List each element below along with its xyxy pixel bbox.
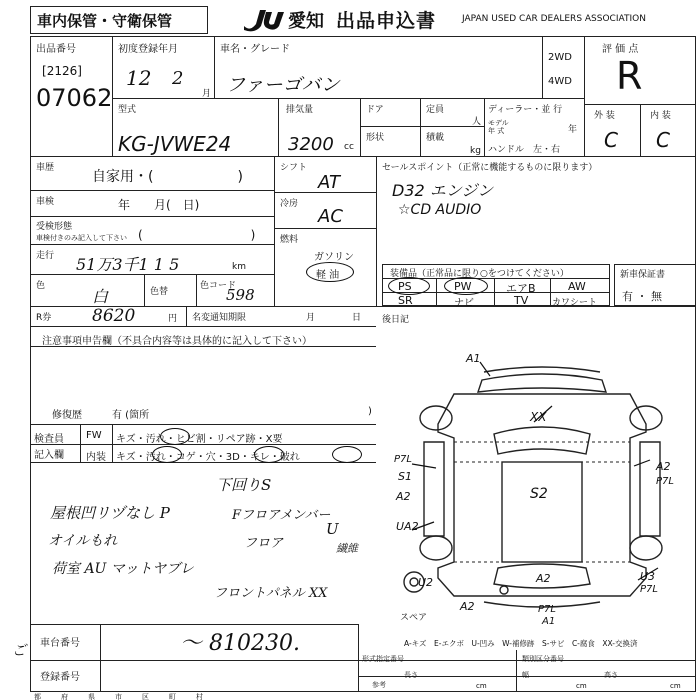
- int-stain-circle: [152, 446, 182, 463]
- door-label: ドア: [366, 105, 384, 115]
- type-number-label: 類別区分番号: [522, 655, 564, 663]
- cooler-label: 冷房: [280, 199, 299, 209]
- notice-month: 月: [306, 313, 316, 323]
- color-code-value: 598: [226, 286, 255, 304]
- color-code-label: 色コード: [200, 281, 237, 291]
- repair-label: 修復歴: [52, 410, 82, 421]
- equip-sr: SR: [398, 294, 413, 307]
- lot-label: 出品番号: [36, 44, 76, 55]
- diagram-roof-panel: [502, 462, 582, 562]
- fuel-diesel-circle: [306, 262, 354, 282]
- note-cargo: 荷室 AU マットヤブレ: [52, 561, 194, 577]
- fuel-gasoline: ガソリン: [314, 252, 354, 263]
- model-value: KG-JVWE24: [118, 132, 232, 156]
- notes-title: 注意事項申告欄（不具合内容等は具体的に記入して下さい）: [42, 336, 312, 347]
- load-label: 積載: [426, 133, 445, 143]
- notice-day: 日: [352, 313, 362, 323]
- equip-ps-circle: [388, 277, 430, 295]
- r-ticket-value: 8620: [92, 306, 136, 326]
- diagram-right-side: [640, 442, 660, 536]
- note-fiber: 繊維: [336, 542, 358, 555]
- mark-a2-bottom: A2: [460, 600, 475, 613]
- width-label: 幅: [522, 671, 529, 679]
- storage-note: 車内保管・守衛保管: [37, 12, 173, 30]
- int-tear-circle: [332, 446, 362, 463]
- diagram-front-bumper: [484, 367, 600, 372]
- handle-label: ハンドル 左・右: [488, 145, 561, 155]
- inspector-label2: 記入欄: [34, 450, 64, 461]
- chassis-label: 車台番号: [40, 638, 80, 649]
- color-change-label: 色替: [150, 287, 169, 297]
- accept-paren: ( ): [138, 228, 256, 242]
- equip-aw: AW: [568, 280, 586, 293]
- diagram-wheel-fl: [420, 406, 452, 430]
- accept-sub: 車検付きのみ記入して下さい: [36, 234, 127, 242]
- form-title: 出品申込書: [336, 10, 437, 32]
- car-name-label: 車名・グレード: [220, 44, 290, 55]
- exterior-grade: C: [604, 128, 618, 152]
- equip-tv: TV: [514, 294, 529, 307]
- mark-u3: U3: [640, 570, 656, 583]
- car-history-label: 車歴: [36, 163, 55, 173]
- mark-a2-left: A2: [396, 490, 411, 503]
- int-3d-circle: [254, 446, 284, 463]
- cooler-value: AC: [318, 206, 343, 227]
- warranty-title: 新車保証書: [620, 270, 666, 280]
- equipment-title: 装備品（正常品に限り○をつけてください）: [390, 269, 569, 279]
- registration-label: 登録番号: [40, 672, 80, 683]
- fuel-label: 燃料: [280, 235, 299, 245]
- car-name-value: ファーゴバン: [226, 74, 340, 96]
- equip-seat: カワシート: [552, 298, 598, 308]
- inspection-value: 年 月( 日): [118, 198, 200, 212]
- length-cm: cm: [476, 682, 487, 690]
- note-front-member: Fフロアメンバー: [232, 508, 331, 523]
- color-label: 色: [36, 281, 46, 291]
- diagram-wheel-rr: [630, 536, 662, 560]
- lot-small: [2126]: [42, 64, 82, 78]
- diagram-roof-top: [478, 374, 606, 392]
- dealer-label: ディーラー・並 行: [488, 105, 563, 115]
- footer-label: 都: [34, 693, 41, 700]
- ju-logo: [240, 6, 288, 32]
- sales-point-line1: D32 エンジン: [392, 181, 493, 200]
- damage-legend: A-キズ E-エクボ U-凹み W-補修跡 S-サビ C-腐食 XX-交換済: [404, 639, 638, 648]
- inspector-label1: 検査員: [34, 434, 64, 445]
- r-ticket-unit: 円: [168, 314, 178, 324]
- repair-close: ): [368, 406, 372, 417]
- fw-items: キズ・汚れ・ヒビ割・リペア跡・X要: [116, 434, 283, 445]
- storage-note-box: [30, 6, 208, 34]
- fuel-diesel: 軽 油: [316, 270, 340, 281]
- height-cm: cm: [670, 682, 681, 690]
- spare-label: スペア: [400, 613, 428, 623]
- side-mark: ご: [12, 643, 26, 659]
- interior-inspect-items: キズ・汚れ・コゲ・穴・3D・キレ・破れ: [116, 452, 300, 463]
- mark-a1-top: A1: [466, 352, 481, 365]
- grade-score: R: [616, 54, 643, 98]
- chassis-value: 〜 810230.: [180, 631, 300, 656]
- shift-label: シフト: [280, 163, 308, 173]
- sales-point-line2: ☆CD AUDIO: [398, 202, 482, 218]
- inspection-label: 車検: [36, 197, 55, 207]
- mileage-label: 走行: [36, 251, 55, 261]
- load-unit: kg: [470, 146, 481, 156]
- grade-title: 評 価 点: [602, 44, 639, 55]
- month-unit: 月: [202, 89, 212, 99]
- diagram-windshield: [494, 427, 590, 454]
- equip-airbag: エアB: [506, 282, 536, 295]
- mark-s2: S2: [530, 486, 548, 502]
- height-label: 高さ: [604, 671, 618, 679]
- shift-value: AT: [318, 172, 340, 193]
- mileage-unit: km: [232, 262, 246, 272]
- mark-a1-rear: A1: [542, 616, 556, 627]
- fw-stain-circle: [160, 428, 190, 445]
- mark-p7l-left: P7L: [394, 454, 412, 465]
- diagram-wheel-rl: [420, 536, 452, 560]
- capacity-unit: 人: [472, 117, 482, 127]
- note-front-panel: フロントパネル XX: [214, 586, 328, 601]
- displacement-label: 排気量: [286, 105, 314, 115]
- equip-pw-circle: [444, 277, 488, 295]
- mark-ua2: UA2: [396, 520, 419, 533]
- footer-labels: [34, 692, 354, 700]
- width-cm: cm: [576, 682, 587, 690]
- footer-label: 府: [61, 693, 68, 700]
- back-note-label: 後日記: [382, 315, 410, 325]
- note-underbody: 下回りS: [216, 476, 272, 494]
- fw-label: FW: [86, 430, 102, 441]
- note-roof: 屋根凹リヅなし P: [50, 504, 170, 522]
- r-ticket-label: R券: [36, 313, 52, 323]
- equip-navi: ナビ: [454, 298, 474, 309]
- mark-xx: XX: [530, 410, 547, 424]
- interior-label: 内 装: [650, 111, 671, 121]
- car-history-value: 自家用・( ): [92, 169, 243, 185]
- lot-number: 07062: [36, 84, 113, 112]
- footer-label: 町: [169, 693, 176, 700]
- notice-label: 名変通知期限: [192, 313, 247, 323]
- equip-ps: PS: [398, 280, 412, 293]
- length-label: 長さ: [404, 671, 418, 679]
- mark-a2-rear: A2: [536, 572, 551, 585]
- repair-value: 有 (箇所: [112, 410, 150, 421]
- footer-label: 村: [196, 693, 203, 700]
- mark-u2: U2: [418, 576, 434, 589]
- note-u: U: [326, 520, 339, 538]
- footer-label: 市: [115, 693, 122, 700]
- year-unit: 年: [568, 125, 578, 135]
- drive-4wd: 4WD: [548, 76, 572, 87]
- footer-label: 区: [142, 693, 149, 700]
- diagram-left-side: [424, 442, 444, 536]
- mileage-value: 51万3千1 1 5: [76, 255, 180, 274]
- reference-left: 参考: [372, 681, 386, 689]
- color-value: 白: [92, 287, 109, 306]
- drive-2wd: 2WD: [548, 52, 572, 63]
- model-year-label: モデル: [488, 119, 509, 127]
- association-name: 愛知: [288, 11, 324, 32]
- mark-p7l-right: P7L: [656, 476, 674, 487]
- displacement-unit: cc: [344, 142, 354, 152]
- mark-p7l-rear: P7L: [538, 604, 556, 615]
- model-year-sub: 年 式: [488, 127, 505, 135]
- note-oil-leak: オイルもれ: [48, 533, 118, 549]
- capacity-label: 定員: [426, 105, 445, 115]
- warranty-value: 有 ・ 無: [622, 290, 662, 303]
- interior-inspect-label: 内装: [86, 452, 106, 463]
- mark-a2-right: A2: [656, 460, 671, 473]
- first-reg-label: 初度登録年月: [118, 44, 178, 55]
- model-label: 型式: [118, 105, 137, 115]
- association-en: JAPAN USED CAR DEALERS ASSOCIATION: [462, 14, 646, 24]
- mark-s1: S1: [398, 470, 412, 483]
- note-floor: フロア: [244, 536, 284, 551]
- first-reg-month: 2: [172, 68, 184, 89]
- accept-label: 受検形態: [36, 222, 73, 232]
- equip-pw: PW: [454, 280, 472, 293]
- mark-p7l-u3: P7L: [640, 584, 658, 595]
- sales-point-title: セールスポイント（正常に機能するものに限ります）: [382, 163, 598, 173]
- exterior-label: 外 装: [594, 111, 615, 121]
- first-reg-year: 12: [126, 66, 152, 90]
- interior-grade: C: [656, 128, 670, 152]
- lot-small-value: 2126: [46, 64, 78, 78]
- footer-label: 県: [88, 693, 95, 700]
- spec-number-label: 形式指定番号: [362, 655, 404, 663]
- displacement-value: 3200: [288, 134, 334, 155]
- shape-label: 形状: [366, 133, 385, 143]
